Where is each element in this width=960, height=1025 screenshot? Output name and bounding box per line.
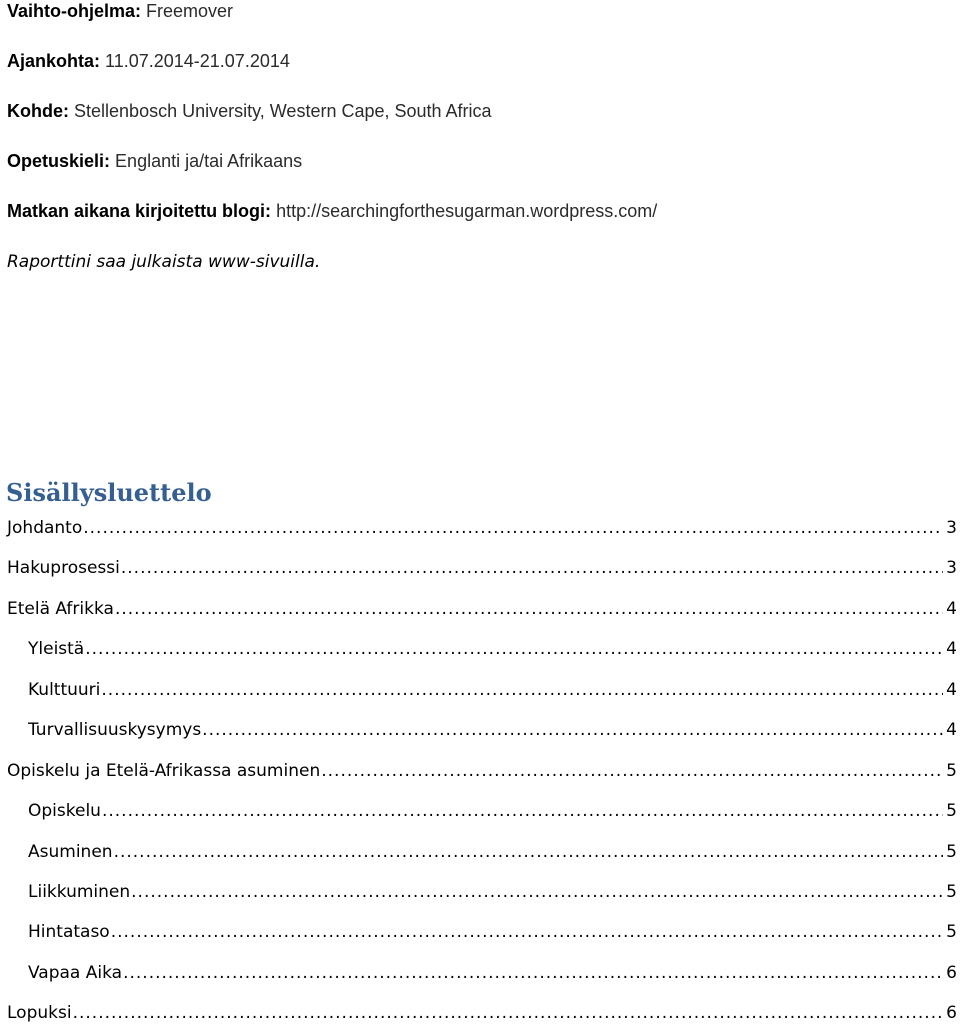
destination-line: [7, 100, 492, 122]
toc-entry-page: 5: [946, 842, 957, 862]
toc-entry[interactable]: [28, 920, 957, 944]
toc-entry[interactable]: [7, 597, 957, 621]
toc-title: Sisällysluettelo: [6, 478, 212, 507]
toc-entry-page: 4: [946, 639, 957, 659]
toc-entry[interactable]: [28, 961, 957, 985]
toc-entry-page: 5: [946, 761, 957, 781]
toc-entry-page: 6: [946, 1003, 957, 1023]
toc-dot-leader: [131, 880, 943, 904]
toc-entry-title: Vapaa Aika: [28, 963, 123, 983]
toc-entry-title: Lopuksi: [7, 1003, 72, 1023]
toc-entry-title: Asuminen: [28, 842, 113, 862]
toc-dot-leader: [115, 597, 943, 621]
teaching-language-value: Englanti ja/tai Afrikaans: [115, 151, 303, 171]
toc-entry[interactable]: [28, 799, 957, 823]
toc-entry-page: 3: [946, 558, 957, 578]
blog-line: [7, 200, 657, 222]
blog-url[interactable]: http://searchingforthesugarman.wordpress.com/: [276, 201, 658, 221]
toc-entry-title: Kulttuuri: [28, 680, 101, 700]
toc-dot-leader: [85, 637, 943, 661]
toc-entry-title: Etelä Afrikka: [7, 599, 114, 619]
toc-entry-title: Opiskelu: [28, 801, 101, 821]
toc-dot-leader: [73, 1001, 944, 1025]
toc-entry[interactable]: [7, 759, 957, 783]
toc-entry-page: 4: [946, 599, 957, 619]
toc-entry-title: Yleistä: [28, 639, 85, 659]
publish-permission-note: Raporttini saa julkaista www-sivuilla.: [7, 252, 321, 272]
toc-dot-leader: [83, 516, 943, 540]
toc-entry-title: Johdanto: [7, 518, 83, 538]
toc-entry-page: 4: [946, 680, 957, 700]
toc-dot-leader: [123, 961, 943, 985]
toc-entry[interactable]: [7, 556, 957, 580]
toc-dot-leader: [111, 920, 943, 944]
toc-entry-title: Opiskelu ja Etelä-Afrikassa asuminen: [7, 761, 321, 781]
exchange-program-line: [7, 0, 233, 22]
period-label: Ajankohta:: [7, 51, 101, 71]
destination-value: Stellenbosch University, Western Cape, South Africa: [74, 101, 492, 121]
exchange-program-label: Vaihto-ohjelma:: [7, 1, 142, 21]
toc-entry-page: 5: [946, 922, 957, 942]
toc-entry-page: 5: [946, 882, 957, 902]
exchange-program-value: Freemover: [146, 1, 234, 21]
toc-entry[interactable]: [7, 516, 957, 540]
period-line: [7, 50, 290, 72]
toc-dot-leader: [321, 759, 943, 783]
period-value: 11.07.2014-21.07.2014: [105, 51, 290, 71]
teaching-language-label: Opetuskieli:: [7, 151, 111, 171]
blog-label: Matkan aikana kirjoitettu blogi:: [7, 201, 272, 221]
toc-entry[interactable]: [28, 840, 957, 864]
toc-dot-leader: [101, 678, 943, 702]
toc-entry[interactable]: [7, 1001, 957, 1025]
toc-entry-page: 5: [946, 801, 957, 821]
toc-entry-page: 4: [946, 720, 957, 740]
toc-entry[interactable]: [28, 880, 957, 904]
toc-entry-title: Liikkuminen: [28, 882, 131, 902]
toc-dot-leader: [114, 840, 944, 864]
toc-entry[interactable]: [28, 718, 957, 742]
destination-label: Kohde:: [7, 101, 69, 121]
toc-entry-page: 3: [946, 518, 957, 538]
toc-entry-title: Hintataso: [28, 922, 110, 942]
toc-entry[interactable]: [28, 637, 957, 661]
toc-entry[interactable]: [28, 678, 957, 702]
teaching-language-line: [7, 150, 302, 172]
toc-dot-leader: [121, 556, 943, 580]
toc-dot-leader: [102, 799, 943, 823]
toc-entry-title: Hakuprosessi: [7, 558, 120, 578]
toc-dot-leader: [202, 718, 943, 742]
toc-entry-page: 6: [946, 963, 957, 983]
toc-entry-title: Turvallisuuskysymys: [28, 720, 202, 740]
